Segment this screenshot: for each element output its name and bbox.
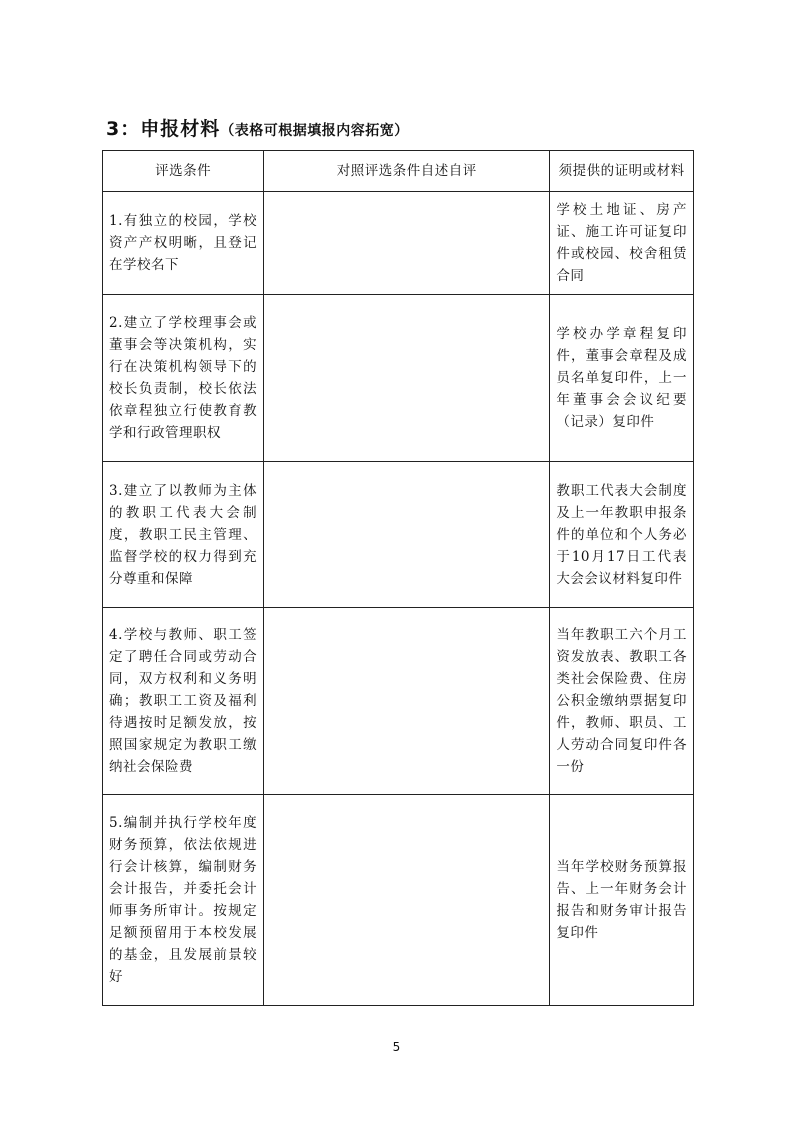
documents-cell: 当年教职工六个月工资发放表、教职工各类社会保险费、住房公积金缴纳票据复印件，教师、职员、工人劳动合同复印件各一份 [550, 608, 694, 795]
table-row [103, 462, 694, 608]
section-title-text: 3：申报材料 [106, 118, 221, 140]
section-title-note: （表格可根据填报内容拓宽） [220, 123, 409, 139]
self-eval-cell[interactable] [264, 462, 550, 608]
table-row [103, 608, 694, 795]
table-row [103, 295, 694, 462]
documents-cell: 学校办学章程复印件，董事会章程及成员名单复印件，上一年董事会会议纪要（记录）复印件 [550, 295, 694, 462]
criteria-cell: 1.有独立的校园，学校资产产权明晰，且登记在学校名下 [103, 192, 264, 295]
table-row [103, 192, 694, 295]
page-number: 5 [392, 1040, 401, 1054]
self-eval-cell[interactable] [264, 795, 550, 1006]
criteria-cell: 3.建立了以教师为主体的教职工代表大会制度，教职工民主管理、监督学校的权力得到充分尊重和保障 [103, 462, 264, 608]
header-self-eval: 对照评选条件自述自评 [264, 151, 550, 192]
documents-cell: 教职工代表大会制度及上一年教职申报条件的单位和个人务必于10月17日工代表大会会议材料复印件 [550, 462, 694, 608]
table-row [103, 795, 694, 1006]
documents-cell: 学校土地证、房产证、施工许可证复印件或校园、校舍租赁合同 [550, 192, 694, 295]
self-eval-cell[interactable] [264, 608, 550, 795]
header-criteria: 评选条件 [103, 151, 264, 192]
criteria-cell: 2.建立了学校理事会或董事会等决策机构，实行在决策机构领导下的校长负责制，校长依法依章程独立行使教育教学和行政管理职权 [103, 295, 264, 462]
self-eval-cell[interactable] [264, 192, 550, 295]
documents-cell: 当年学校财务预算报告、上一年财务会计报告和财务审计报告复印件 [550, 795, 694, 1006]
criteria-cell: 4.学校与教师、职工签定了聘任合同或劳动合同，双方权利和义务明确；教职工工资及福利待遇按时足额发放，按照国家规定为教职工缴纳社会保险费 [103, 608, 264, 795]
self-eval-cell[interactable] [264, 295, 550, 462]
header-documents: 须提供的证明或材料 [550, 151, 694, 192]
table-header-row [103, 151, 694, 192]
criteria-table [102, 150, 694, 1006]
criteria-cell: 5.编制并执行学校年度财务预算，依法依规进行会计核算，编制财务会计报告，并委托会计师事务所审计。按规定足额预留用于本校发展的基金，且发展前景较好 [103, 795, 264, 1006]
section-title [106, 112, 706, 146]
